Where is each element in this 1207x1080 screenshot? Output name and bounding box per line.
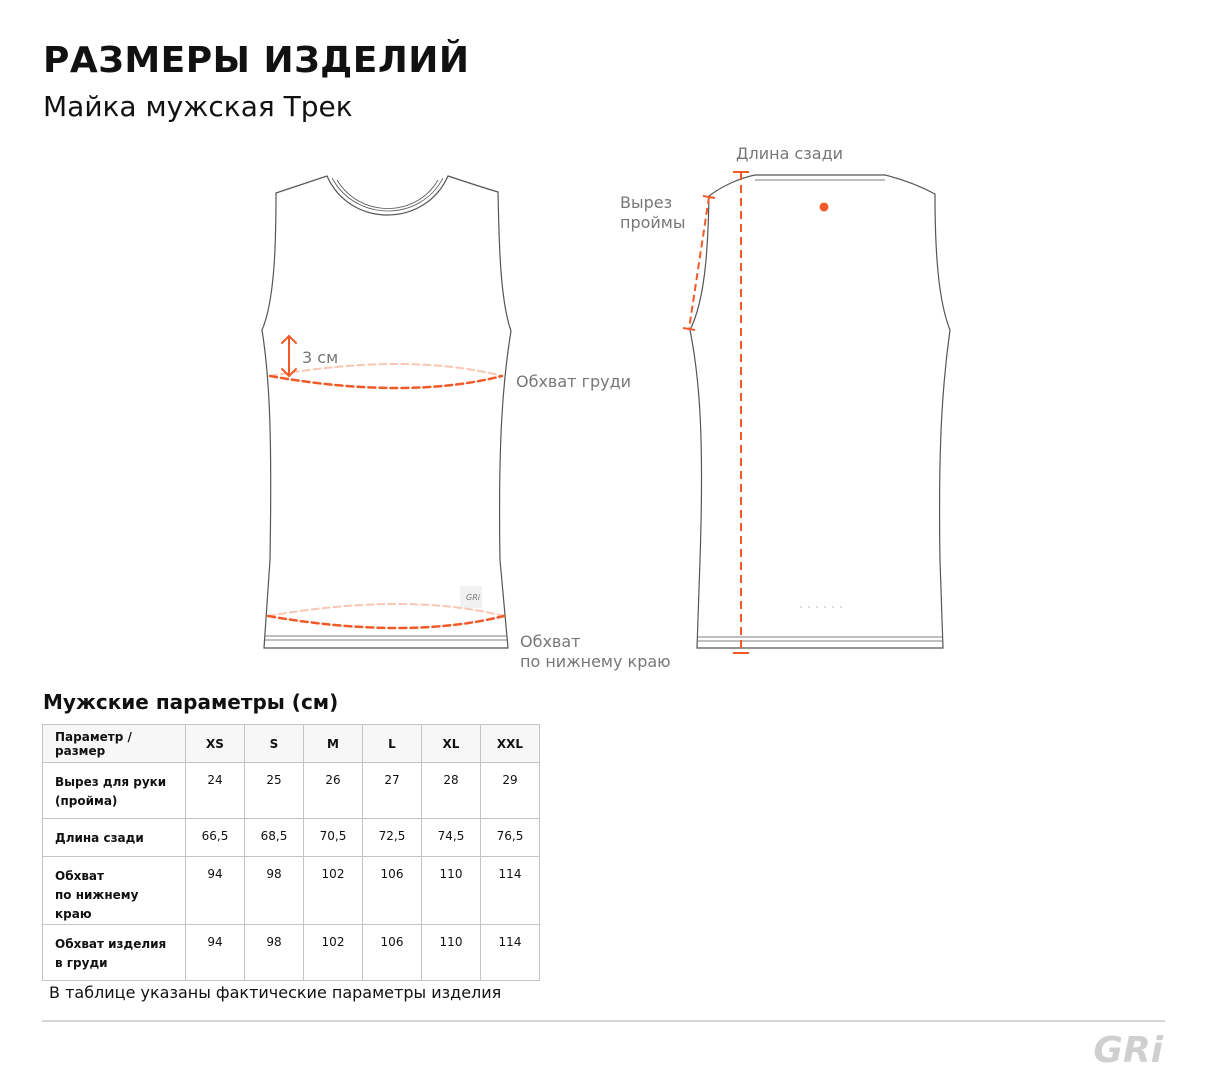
value-cell: 72,5 bbox=[363, 819, 422, 857]
value-cell: 25 bbox=[245, 763, 304, 819]
front-tank-top bbox=[262, 176, 511, 648]
armhole-measure bbox=[683, 196, 715, 330]
product-name: Майка мужская Трек bbox=[43, 90, 353, 123]
header-cell-param: Параметр / размер bbox=[43, 725, 186, 763]
back-length-measure bbox=[733, 172, 749, 653]
value-cell: 28 bbox=[422, 763, 481, 819]
value-cell: 114 bbox=[481, 857, 540, 925]
value-cell: 74,5 bbox=[422, 819, 481, 857]
hem-label-line2: по нижнему краю bbox=[520, 652, 671, 671]
header-cell-size: XS bbox=[186, 725, 245, 763]
row-label-line2: (пройма) bbox=[55, 794, 118, 808]
hem-label-line1: Обхват bbox=[520, 632, 581, 651]
table-caption: Мужские параметры (см) bbox=[43, 690, 339, 714]
back-tank-top bbox=[690, 175, 950, 648]
value-cell: 110 bbox=[422, 925, 481, 981]
value-cell: 68,5 bbox=[245, 819, 304, 857]
back-length-label: Длина сзади bbox=[736, 144, 844, 163]
logo-dot bbox=[820, 203, 829, 212]
offset-label: 3 см bbox=[302, 348, 339, 367]
row-label-line1: Длина сзади bbox=[55, 831, 144, 845]
row-label-line1: Обхват bbox=[55, 869, 104, 883]
table-row bbox=[43, 819, 540, 857]
row-label-line1: Обхват изделия bbox=[55, 937, 167, 951]
value-cell: 94 bbox=[186, 857, 245, 925]
row-label bbox=[43, 925, 186, 981]
size-table bbox=[42, 724, 540, 981]
row-label-line2: в груди bbox=[55, 956, 108, 970]
footnote: В таблице указаны фактические параметры изделия bbox=[49, 983, 502, 1002]
row-label-line2: по нижнему краю bbox=[55, 888, 139, 921]
value-cell: 98 bbox=[245, 857, 304, 925]
value-cell: 29 bbox=[481, 763, 540, 819]
row-label-line1: Вырез для руки bbox=[55, 775, 167, 789]
value-cell: 76,5 bbox=[481, 819, 540, 857]
value-cell: 24 bbox=[186, 763, 245, 819]
value-cell: 114 bbox=[481, 925, 540, 981]
offset-arrow bbox=[282, 336, 296, 376]
value-cell: 94 bbox=[186, 925, 245, 981]
header-cell-size: M bbox=[304, 725, 363, 763]
value-cell: 66,5 bbox=[186, 819, 245, 857]
value-cell: 106 bbox=[363, 925, 422, 981]
table-header-row bbox=[43, 725, 540, 763]
page-title: РАЗМЕРЫ ИЗДЕЛИЙ bbox=[43, 40, 470, 81]
header-cell-size: L bbox=[363, 725, 422, 763]
garment-tag: GRi bbox=[466, 593, 480, 602]
table-row bbox=[43, 857, 540, 925]
value-cell: 70,5 bbox=[304, 819, 363, 857]
value-cell: 106 bbox=[363, 857, 422, 925]
value-cell: 98 bbox=[245, 925, 304, 981]
armhole-label-line1: Вырез bbox=[620, 193, 673, 212]
value-cell: 102 bbox=[304, 925, 363, 981]
row-label bbox=[43, 819, 186, 857]
value-cell: 27 bbox=[363, 763, 422, 819]
header-cell-size: XL bbox=[422, 725, 481, 763]
row-label bbox=[43, 763, 186, 819]
row-label bbox=[43, 857, 186, 925]
value-cell: 26 bbox=[304, 763, 363, 819]
header-cell-size: XXL bbox=[481, 725, 540, 763]
table-row bbox=[43, 925, 540, 981]
brand-logo: GRi bbox=[1093, 1030, 1163, 1071]
footer-divider bbox=[42, 1020, 1165, 1022]
value-cell: 102 bbox=[304, 857, 363, 925]
chest-label: Обхват груди bbox=[516, 372, 632, 391]
header-cell-size: S bbox=[245, 725, 304, 763]
armhole-label-line2: проймы bbox=[620, 213, 686, 232]
table-row bbox=[43, 763, 540, 819]
value-cell: 110 bbox=[422, 857, 481, 925]
